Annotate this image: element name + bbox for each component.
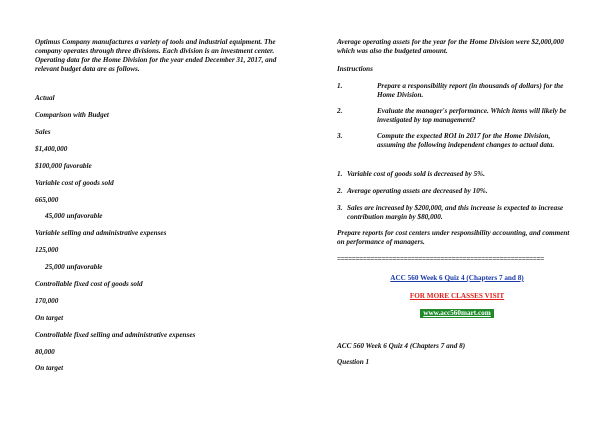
- label-sales: Sales: [35, 128, 51, 136]
- label-actual: Actual: [35, 94, 55, 102]
- label-comparison: Comparison with Budget: [35, 111, 109, 119]
- subitem-2-number: 2.: [337, 187, 343, 195]
- site-link[interactable]: www.acc560mart.com: [420, 309, 493, 318]
- comparison-fixed-cogs: On target: [35, 314, 64, 322]
- value-fixed-selling: 80,000: [35, 348, 55, 356]
- comparison-fixed-selling: On target: [35, 364, 64, 372]
- subitem-3: [337, 204, 577, 222]
- intro-paragraph: Optimus Company manufactures a variety of tools and industrial equipment. The company operates through three divisions. Each division is an investment center. Operating data for the Home Division for the year ended December 31, 2017, and relevant budget data are as follows.: [35, 38, 277, 73]
- label-variable-cogs: Variable cost of goods sold: [35, 179, 114, 187]
- value-variable-selling: 125,000: [35, 246, 59, 254]
- link-site-wrap: [337, 309, 577, 318]
- comparison-variable-selling: 25,000 unfavorable: [45, 263, 103, 271]
- instructions-heading: Instructions: [337, 65, 373, 73]
- comparison-sales: $100,000 favorable: [35, 162, 92, 170]
- instruction-2-number: 2.: [337, 107, 343, 115]
- prepare-paragraph: Prepare reports for cost centers under responsibility accounting, and comment on performance of managers.: [337, 229, 570, 246]
- value-sales: $1,400,000: [35, 145, 68, 153]
- subitem-2: [337, 187, 577, 196]
- subitem-2-text: Average operating assets are decreased by 10%.: [347, 187, 488, 195]
- instruction-2-text: Evaluate the manager's performance. Which items will likely be investigated by top management?: [377, 107, 567, 124]
- link-title-wrap: [337, 274, 577, 283]
- instruction-3: [337, 132, 577, 150]
- operating-assets-paragraph: Average operating assets for the year for the Home Division were $2,000,000 which was also the budgeted amount.: [337, 38, 564, 55]
- subitem-1-number: 1.: [337, 170, 343, 178]
- instruction-1: [337, 82, 577, 100]
- separator-rule: ========================================================: [337, 255, 544, 263]
- comparison-variable-cogs: 45,000 unfavorable: [45, 212, 103, 220]
- instruction-2: [337, 107, 577, 125]
- question-label: Question 1: [337, 358, 370, 366]
- course-link[interactable]: ACC 560 Week 6 Quiz 4 (Chapters 7 and 8): [390, 274, 524, 282]
- more-classes-link[interactable]: FOR MORE CLASSES VISIT: [409, 292, 505, 300]
- instruction-3-number: 3.: [337, 132, 343, 140]
- value-variable-cogs: 665,000: [35, 196, 59, 204]
- value-fixed-cogs: 170,000: [35, 297, 59, 305]
- label-fixed-selling: Controllable fixed selling and administrative expenses: [35, 331, 196, 339]
- instruction-3-text: Compute the expected ROI in 2017 for the Home Division, assuming the following independent changes to actual data.: [377, 132, 555, 149]
- subitem-1: [337, 170, 577, 179]
- link-classes-wrap: [337, 292, 577, 301]
- instruction-1-number: 1.: [337, 82, 343, 90]
- subitem-1-text: Variable cost of goods sold is decreased by 5%.: [347, 170, 485, 178]
- label-variable-selling: Variable selling and administrative expenses: [35, 229, 167, 237]
- label-fixed-cogs: Controllable fixed cost of goods sold: [35, 280, 143, 288]
- subitem-3-number: 3.: [337, 204, 343, 212]
- instruction-1-text: Prepare a responsibility report (in thousands of dollars) for the Home Division.: [377, 82, 564, 99]
- quiz-title: ACC 560 Week 6 Quiz 4 (Chapters 7 and 8): [337, 342, 466, 350]
- subitem-3-text: Sales are increased by $200,000, and this increase is expected to increase contribution margin by $80,000.: [347, 204, 564, 221]
